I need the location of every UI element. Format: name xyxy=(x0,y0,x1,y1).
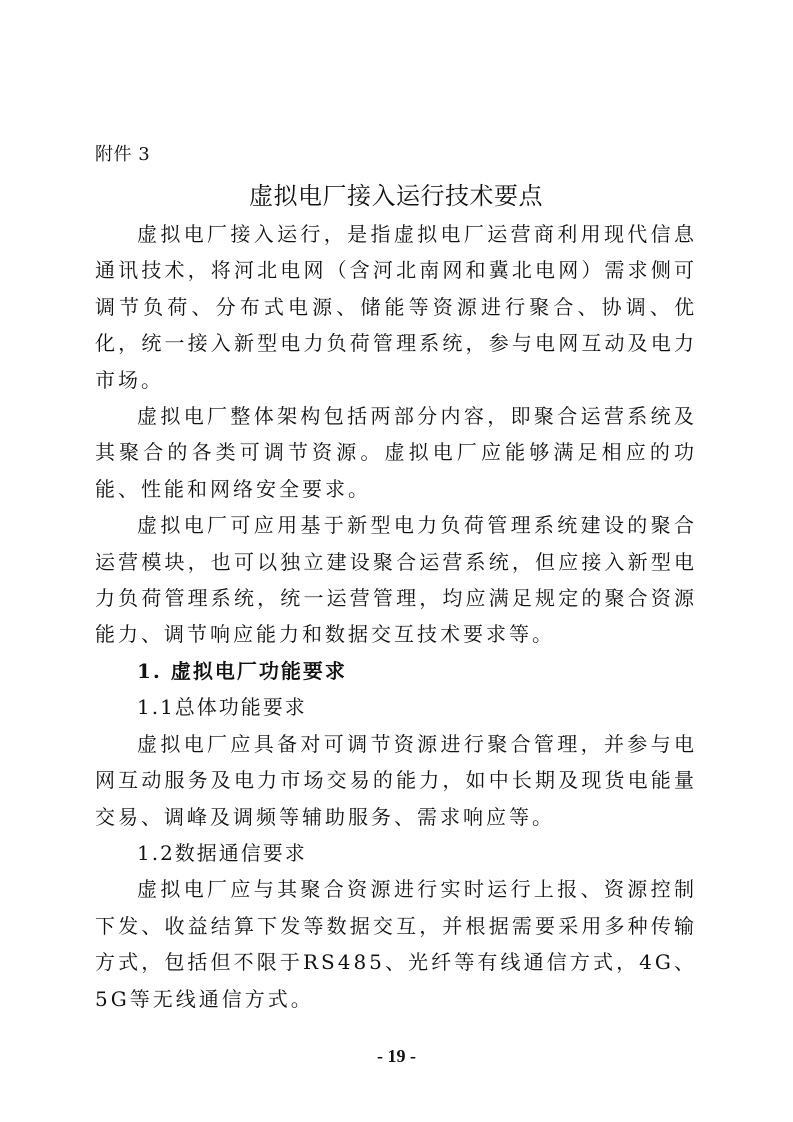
page-number: - 19 - xyxy=(377,1046,416,1066)
attachment-label: 附件 3 xyxy=(95,144,151,165)
document-body xyxy=(95,141,697,1017)
section-1-1-heading: 1.1总体功能要求 xyxy=(137,695,307,720)
paragraph-architecture: 虚拟电厂整体架构包括两部分内容，即聚合运营系统及其聚合的各类可调节资源。虚拟电厂应能够满足相应的功能、性能和网络安全要求。 xyxy=(95,404,697,501)
paragraph-intro: 虚拟电厂接入运行，是指虚拟电厂运营商利用现代信息通讯技术，将河北电网（含河北南网和冀北电网）需求侧可调节负荷、分布式电源、储能等资源进行聚合、协调、优化，统一接入新型电力负荷管理系统，参与电网互动及电力市场。 xyxy=(95,222,697,392)
document-title: 虚拟电厂接入运行技术要点 xyxy=(249,182,543,210)
section-1-2-heading: 1.2数据通信要求 xyxy=(137,840,307,865)
section-1-1-text: 虚拟电厂应具备对可调节资源进行聚合管理，并参与电网互动服务及电力市场交易的能力，如中长期及现货电能量交易、调峰及调频等辅助服务、需求响应等。 xyxy=(95,731,697,829)
section-1-heading: 1. 虚拟电厂功能要求 xyxy=(137,658,347,683)
section-1-2-text: 虚拟电厂应与其聚合资源进行实时运行上报、资源控制下发、收益结算下发等数据交互，并根据需要采用多种传输方式，包括但不限于RS485、光纤等有线通信方式，4G、5G等无线通信方式。 xyxy=(95,877,697,1011)
paragraph-deployment: 虚拟电厂可应用基于新型电力负荷管理系统建设的聚合运营模块，也可以独立建设聚合运营系统，但应接入新型电力负荷管理系统，统一运营管理，均应满足规定的聚合资源能力、调节响应能力和数据交互技术要求等。 xyxy=(95,513,697,647)
